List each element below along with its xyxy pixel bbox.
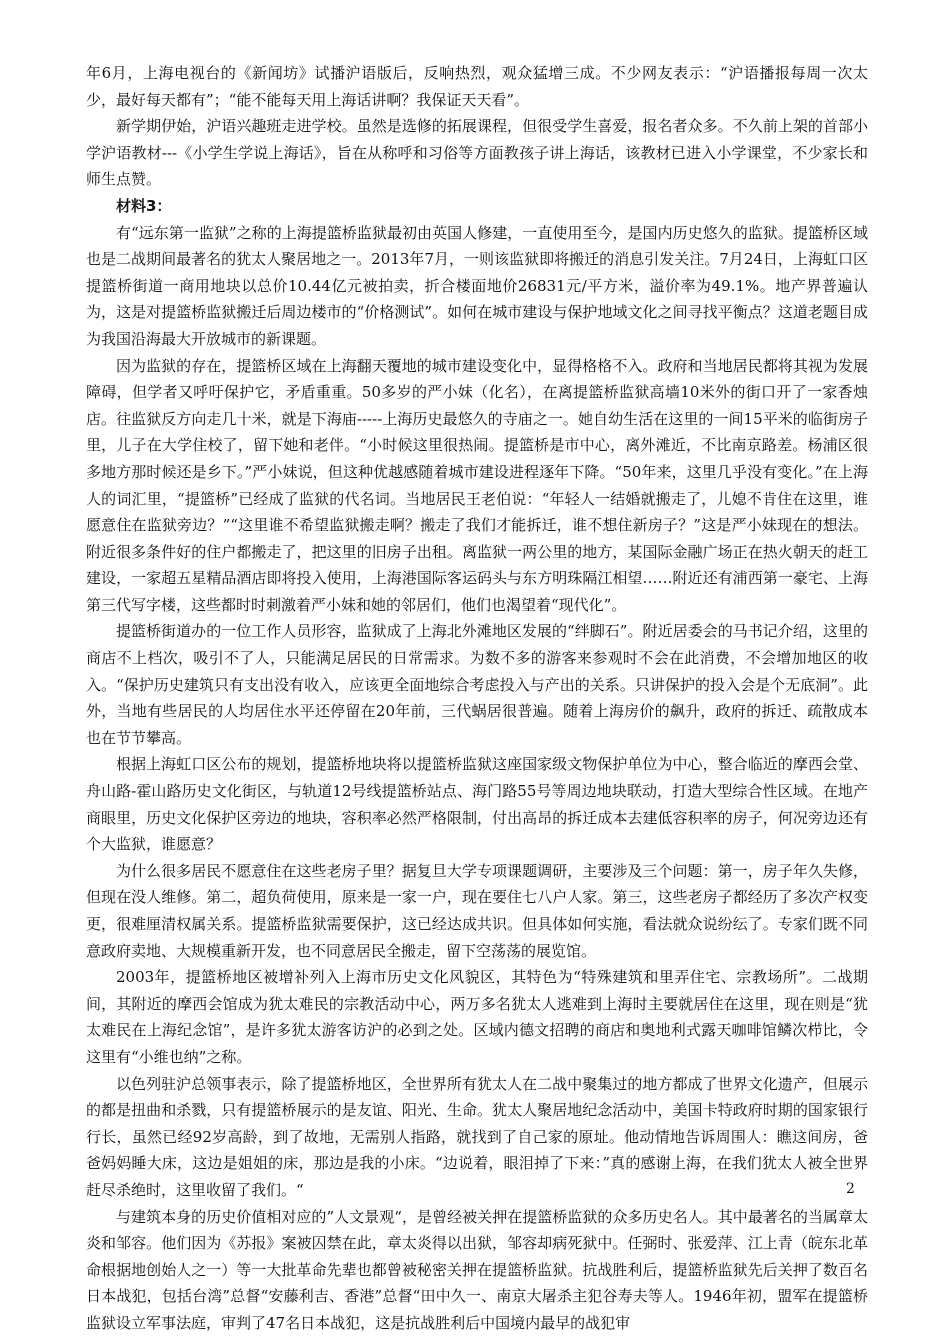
- paragraph-street-office: 提篮桥街道办的一位工作人员形容，监狱成了上海北外滩地区发展的“绊脚石”。附近居委会的马书记介绍，这里的商店不上档次，吸引不了人，只能满足居民的日常需求。为数不多的游客来参观时不会在此消费，不会增加地区的收入。“保护历史建筑只有支出没有收入，应该更全面地综合考虑投入与产出的关系。只讲保护的投入会是个无底洞”。此外，当地有些居民的人均居住水平还停留在20年前，三代蜗居很普遍。随着上海房价的飙升，政府的拆迁、疏散成本也在节节攀高。: [86, 622, 868, 747]
- page-number: 2: [846, 1181, 855, 1197]
- material-3-heading: 材料3：: [116, 196, 172, 215]
- paragraph-prison-intro: 有“远东第一监狱”之称的上海提篮桥监狱最初由英国人修建，一直使用至今，是国内历史悠久的监狱。提篮桥区域也是二战期间最著名的犹太人聚居地之一。2013年7月，一则该监狱即将搬迁的消息引发关注。7月24日，上海虹口区提篮桥街道一商用地块以总价10.44亿元被拍卖，折合楼面地价26831元/平方米，溢价率为49.1%。地产界普遍认为，这是对提篮桥监狱搬迁后周边楼市的“价格测试”。如何在城市建设与保护地域文化之间寻找平衡点？这道老题目成为我国沿海最大开放城市的新课题。: [86, 223, 868, 348]
- paragraph-israel-consul: 以色列驻沪总领事表示，除了提篮桥地区，全世界所有犹太人在二战中聚集过的地方都成了世界文化遗产，但展示的都是扭曲和杀戮，只有提篮桥展示的是友谊、阳光、生命。犹太人聚居地纪念活动中，美国卡特政府时期的国家银行行长，虽然已经92岁高龄，到了故地，无需别人指路，就找到了自己家的原址。他动情地告诉周围人：瞧这间房，爸爸妈妈睡大床，这边是姐姐的床，那边是我的小床。“边说着，眼泪掉了下来：”真的感谢上海，在我们犹太人被全世界赶尽杀绝时，这里收留了我们。“: [86, 1074, 868, 1199]
- paragraph-old-houses: 为什么很多居民不愿意住在这些老房子里？据复旦大学专项课题调研，主要涉及三个问题：第一，房子年久失修，但现在没人维修。第二，超负荷使用，原来是一家一户，现在要住七八户人家。第三，这些老房子都经历了多次产权变更，很难厘清权属关系。提篮桥监狱需要保护，这已经达成共识。但具体如何实施，看法就众说纷纭了。专家们既不同意政府卖地、大规模重新开发，也不同意居民全搬走，留下空荡荡的展览馆。: [86, 861, 868, 960]
- paragraph-heritage-area: 2003年，提篮桥地区被增补列入上海市历史文化风貌区，其特色为“特殊建筑和里弄住宅、宗教场所”。二战期间，其附近的摩西会馆成为犹太难民的宗教活动中心，两万多名犹太人逃难到上海时主要就居住在这里，现在则是“犹太难民在上海纪念馆”，是许多犹太游客访沪的必到之处。区域内德文招聘的商店和奥地利式露天咖啡馆鳞次栉比，令这里有“小维也纳”之称。: [86, 968, 868, 1066]
- paragraph-resident-story: 因为监狱的存在，提篮桥区域在上海翻天覆地的城市建设变化中，显得格格不入。政府和当地居民都将其视为发展障碍，但学者又呼吁保护它，矛盾重重。50多岁的严小妹（化名），在离提篮桥监狱高墙10米外的街口开了一家香烛店。往监狱反方向走几十米，就是下海庙-----上海历史最悠久的寺庙之一。她自幼生活在这里的一间15平米的临街房子里，儿子在大学住校了，留下她和老伴。“小时候这里很热闹。提篮桥是市中心，离外滩近，不比南京路差。杨浦区很多地方那时候还是乡下。”严小妹说，但这种优越感随着城市建设进程逐年下降。“50年来，这里几乎没有变化。”在上海人的词汇里，“提篮桥”已经成了监狱的代名词。当地居民王老伯说：“年轻人一结婚就搬走了，儿媳不肯住在这里，谁愿意住在监狱旁边？”“这里谁不希望监狱搬走啊？搬走了我们才能拆迁，谁不想住新房子？”这是严小妹现在的想法。附近很多条件好的住户都搬走了，把这里的旧房子出租。离监狱一两公里的地方，某国际金融广场正在热火朝天的赶工建设，一家超五星精品酒店即将投入使用，上海港国际客运码头与东方明珠隔江相望……附近还有浦西第一豪宅、上海第三代写字楼，这些都时时刺激着严小妹和她的邻居们，他们也渴望着“现代化”。: [86, 356, 868, 614]
- paragraph-district-plan: 根据上海虹口区公布的规划，提篮桥地块将以提篮桥监狱这座国家级文物保护单位为中心，整合临近的摩西会堂、舟山路-霍山路历史文化街区，与轨道12号线提篮桥站点、海门路55号等周边地块联动，打造大型综合性区域。在地产商眼里，历史文化保护区旁边的地块，容积率必然严格限制，付出高昂的拆迁成本去建低容积率的房子，何况旁边还有个大监狱，谁愿意？: [86, 755, 868, 854]
- paragraph-historical-figures: 与建筑本身的历史价值相对应的”人文景观“，是曾经被关押在提篮桥监狱的众多历史名人。其中最著名的当属章太炎和邹容。他们因为《苏报》案被囚禁在此，章太炎得以出狱，邹容却病死狱中。任弼时、张爱萍、江上青（皖东北革命根据地创始人之一）等一大批革命先辈也都曾被秘密关押在提篮桥监狱。抗战胜利后，提篮桥监狱先后关押了数百名日本战犯，包括台湾”总督“安藤利吉、香港”总督“田中久一、南京大屠杀主犯谷寿夫等人。1946年初，盟军在提篮桥监狱设立军事法庭，审判了47名日本战犯，这是抗战胜利后中国境内最早的战犯审: [86, 1207, 868, 1332]
- paragraph-continuation: 年6月，上海电视台的《新闻坊》试播沪语版后，反响热烈，观众猛增三成。不少网友表示：“沪语播报每周一次太少，最好每天都有”；“能不能每天用上海话讲啊？我保证天天看”。: [86, 64, 868, 109]
- paragraph-school-course: 新学期伊始，沪语兴趣班走进学校。虽然是选修的拓展课程，但很受学生喜爱，报名者众多。不久前上架的首部小学沪语教材---《小学生学说上海话》，旨在从称呼和习俗等方面教孩子讲上海话，该教材已进入小学课堂，不少家长和师生点赞。: [86, 117, 868, 189]
- document-body: [86, 60, 868, 1337]
